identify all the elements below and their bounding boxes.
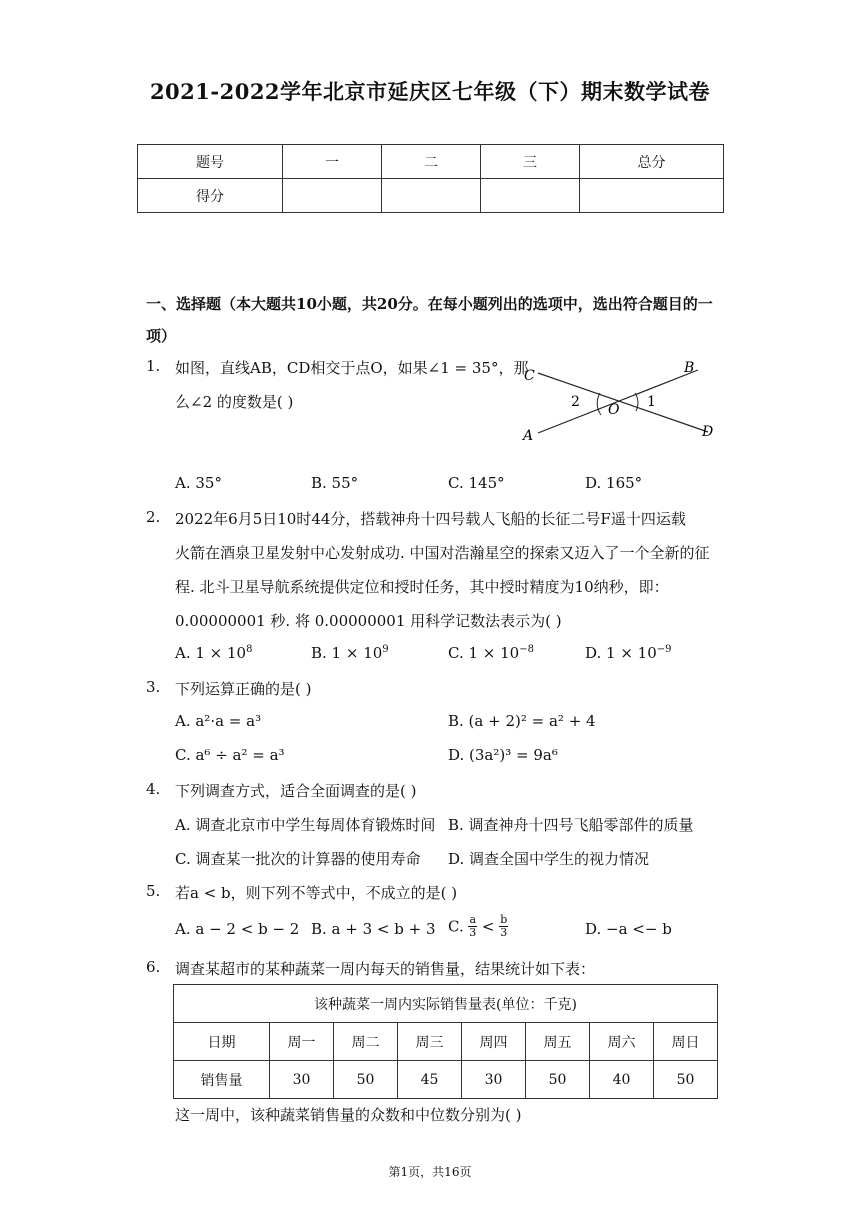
table-cell: 日期 xyxy=(174,1023,270,1061)
question-text: 2022年6月5日10时44分，搭载神舟十四号载人飞船的长征二号F遥十四运载 xyxy=(175,510,686,528)
table-row xyxy=(174,1023,718,1061)
option-a[interactable]: A. 调查北京市中学生每周体育锻炼时间 xyxy=(175,816,436,834)
frac-denominator: 3 xyxy=(500,926,508,939)
fraction-b-over-3 xyxy=(499,914,508,939)
option-text: C. 1 × 10 xyxy=(448,644,520,662)
option-b[interactable]: B. (a + 2)² = a² + 4 xyxy=(448,712,596,730)
fraction-a-over-3 xyxy=(468,914,477,939)
label-o: O xyxy=(608,402,620,418)
option-a[interactable]: A. a − 2 < b − 2 xyxy=(175,920,300,938)
label-c: C xyxy=(524,368,535,384)
label-a: A xyxy=(523,428,534,444)
frac-denominator: 3 xyxy=(469,926,477,939)
table-cell: 周五 xyxy=(526,1023,590,1061)
table-cell: 50 xyxy=(654,1061,718,1099)
section-heading: 一、选择题（本大题共10小题，共20分。在每小题列出的选项中，选出符合题目的一项） xyxy=(146,295,713,345)
table-cell: 周二 xyxy=(334,1023,398,1061)
score-cell[interactable] xyxy=(580,179,724,213)
question-text: 程. 北斗卫星导航系统提供定位和授时任务，其中授时精度为10纳秒，即： xyxy=(175,578,669,596)
table-cell: 二 xyxy=(382,145,481,179)
label-b: B xyxy=(684,360,695,376)
option-text: D. 1 × 10 xyxy=(585,644,657,662)
table-cell: 销售量 xyxy=(174,1061,270,1099)
frac-numerator: a xyxy=(469,913,477,926)
table-cell: 50 xyxy=(526,1061,590,1099)
option-d[interactable]: D. 调查全国中学生的视力情况 xyxy=(448,850,650,868)
question-text: 下列调查方式，适合全面调查的是( ) xyxy=(175,782,417,800)
table-cell: 45 xyxy=(398,1061,462,1099)
question-number: 4. xyxy=(146,780,161,798)
table-cell: 总分 xyxy=(580,145,724,179)
question-text: 么∠2 的度数是( ) xyxy=(175,393,294,411)
table-cell: 30 xyxy=(270,1061,334,1099)
option-a[interactable]: A. a²·a = a³ xyxy=(175,712,262,730)
question-number: 3. xyxy=(146,678,161,696)
page-footer: 第1页，共16页 xyxy=(388,1165,472,1179)
score-table xyxy=(137,144,724,213)
question-number: 1. xyxy=(146,357,161,375)
sales-table xyxy=(173,984,718,1099)
table-cell: 周六 xyxy=(590,1023,654,1061)
table-row xyxy=(138,145,724,179)
page-title: 2021-2022学年北京市延庆区七年级（下）期末数学试卷 xyxy=(149,79,711,104)
option-d[interactable] xyxy=(585,644,672,662)
question-text: 下列运算正确的是( ) xyxy=(175,680,312,698)
question-text: 调查某超市的某种蔬菜一周内每天的销售量，结果统计如下表： xyxy=(175,960,596,978)
question-number: 5. xyxy=(146,882,161,900)
option-a[interactable] xyxy=(175,644,252,662)
table-cell: 三 xyxy=(481,145,580,179)
table-cell: 50 xyxy=(334,1061,398,1099)
exponent: −8 xyxy=(519,644,534,655)
question-text: 0.00000001 秒. 将 0.00000001 用科学记数法表示为( ) xyxy=(175,612,562,630)
frac-numerator: b xyxy=(500,913,508,926)
option-b[interactable]: B. a + 3 < b + 3 xyxy=(311,920,436,938)
option-b[interactable]: B. 调查神舟十四号飞船零部件的质量 xyxy=(448,816,694,834)
option-c[interactable] xyxy=(448,644,534,662)
question-text: 若a < b，则下列不等式中，不成立的是( ) xyxy=(175,884,458,902)
question-text: 火箭在酒泉卫星发射中心发射成功. 中国对浩瀚星空的探索又迈入了一个全新的征 xyxy=(175,544,710,562)
option-b[interactable]: B. 55° xyxy=(311,474,359,492)
table-cell: 得分 xyxy=(138,179,283,213)
table-row xyxy=(174,985,718,1023)
table-row xyxy=(138,179,724,213)
option-d[interactable]: D. (3a²)³ = 9a⁶ xyxy=(448,746,558,764)
option-c[interactable]: C. 调查某一批次的计算器的使用寿命 xyxy=(175,850,421,868)
table-cell: 30 xyxy=(462,1061,526,1099)
exponent: −9 xyxy=(656,644,672,655)
exponent: 9 xyxy=(382,644,389,655)
table-cell: 周一 xyxy=(270,1023,334,1061)
question-number: 2. xyxy=(146,508,161,526)
option-a[interactable]: A. 35° xyxy=(175,474,222,492)
option-b[interactable] xyxy=(311,644,389,662)
exponent: 8 xyxy=(246,644,253,655)
intersecting-lines-figure xyxy=(518,358,723,446)
option-text: B. 1 × 10 xyxy=(311,644,383,662)
table-row xyxy=(174,1061,718,1099)
question-text: 如图，直线AB，CD相交于点O，如果∠1 = 35°，那 xyxy=(175,359,529,377)
table-cell: 一 xyxy=(283,145,382,179)
table-caption: 该种蔬菜一周内实际销售量表(单位：千克) xyxy=(174,985,718,1023)
option-c[interactable]: C. 145° xyxy=(448,474,505,492)
table-cell: 题号 xyxy=(138,145,283,179)
table-cell: 周三 xyxy=(398,1023,462,1061)
score-cell[interactable] xyxy=(283,179,382,213)
option-c[interactable] xyxy=(448,914,508,939)
option-d[interactable]: D. 165° xyxy=(585,474,643,492)
label-angle-1: 1 xyxy=(647,394,656,410)
option-text: A. 1 × 10 xyxy=(175,644,247,662)
table-cell: 周日 xyxy=(654,1023,718,1061)
score-cell[interactable] xyxy=(382,179,481,213)
label-d: D xyxy=(702,424,714,440)
question-number: 6. xyxy=(146,958,161,976)
less-than: < xyxy=(481,917,495,936)
table-cell: 周四 xyxy=(462,1023,526,1061)
option-c[interactable]: C. a⁶ ÷ a² = a³ xyxy=(175,746,285,764)
label-angle-2: 2 xyxy=(571,394,580,410)
question-text: 这一周中，该种蔬菜销售量的众数和中位数分别为( ) xyxy=(175,1106,522,1124)
score-cell[interactable] xyxy=(481,179,580,213)
table-cell: 40 xyxy=(590,1061,654,1099)
option-text: C. xyxy=(448,917,469,936)
option-d[interactable]: D. −a <− b xyxy=(585,920,672,938)
